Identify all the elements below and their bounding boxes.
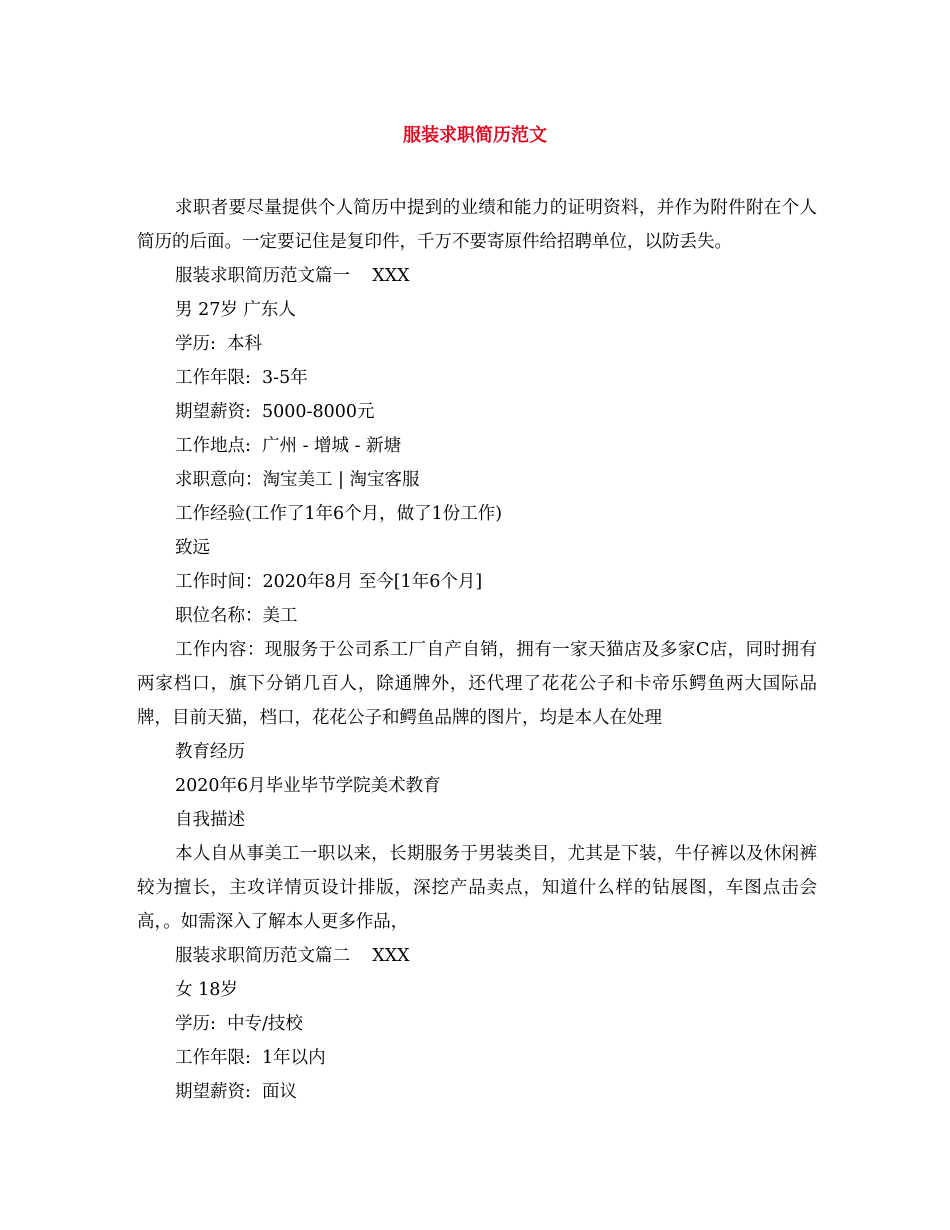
work-years: 工作年限: 3-5年 [175, 368, 308, 388]
education-detail: 2020年6月毕业毕节学院美术教育 [175, 776, 441, 796]
document-title: 服装求职简历范文 [403, 125, 547, 146]
position-title: 职位名称：美工 [175, 606, 298, 626]
work-experience-heading: 工作经验(工作了1年6个月，做了1份工作) [175, 504, 503, 524]
education-heading: 教育经历 [175, 742, 245, 762]
self-description: 本人自从事美工一职以来，长期服务于男装类目，尤其是下装，牛仔裤以及休闲裤较为擅长，主攻详情页设计排版，深挖产品卖点，知道什么样的钻展图，车图点击会高，。如需深入了解本人更多作品， [137, 844, 817, 932]
sample-two-heading: 服装求职简历范文篇二 XXX [175, 946, 410, 966]
work-location: 工作地点: 广州 - 增城 - 新塘 [175, 436, 402, 456]
gender-age-origin: 男 27岁 广东人 [175, 300, 296, 320]
gender-age-two: 女 18岁 [175, 980, 238, 1000]
self-description-heading: 自我描述 [175, 810, 245, 830]
work-years-two: 工作年限: 1年以内 [175, 1048, 326, 1068]
document-body [137, 191, 817, 1109]
education-level-two: 学历: 中专/技校 [175, 1014, 303, 1034]
expected-salary-two: 期望薪资: 面议 [175, 1082, 298, 1102]
education-level: 学历: 本科 [175, 334, 263, 354]
job-intention: 求职意向：淘宝美工 | 淘宝客服 [175, 470, 420, 490]
sample-one-heading: 服装求职简历范文篇一 XXX [175, 266, 410, 286]
intro-paragraph: 求职者要尽量提供个人简历中提到的业绩和能力的证明资料，并作为附件附在个人简历的后面。一定要记住是复印件，千万不要寄原件给招聘单位，以防丢失。 [137, 198, 817, 252]
work-content: 工作内容：现服务于公司系工厂自产自销，拥有一家天猫店及多家C店，同时拥有两家档口，旗下分销几百人，除通牌外，还代理了花花公子和卡帝乐鳄鱼两大国际品牌，目前天猫，档口，花花公子和鳄鱼品牌的图片，均是本人在处理 [137, 640, 817, 728]
work-period: 工作时间：2020年8月 至今[1年6个月] [175, 572, 483, 592]
company-name: 致远 [175, 538, 210, 558]
expected-salary: 期望薪资: 5000-8000元 [175, 402, 375, 422]
